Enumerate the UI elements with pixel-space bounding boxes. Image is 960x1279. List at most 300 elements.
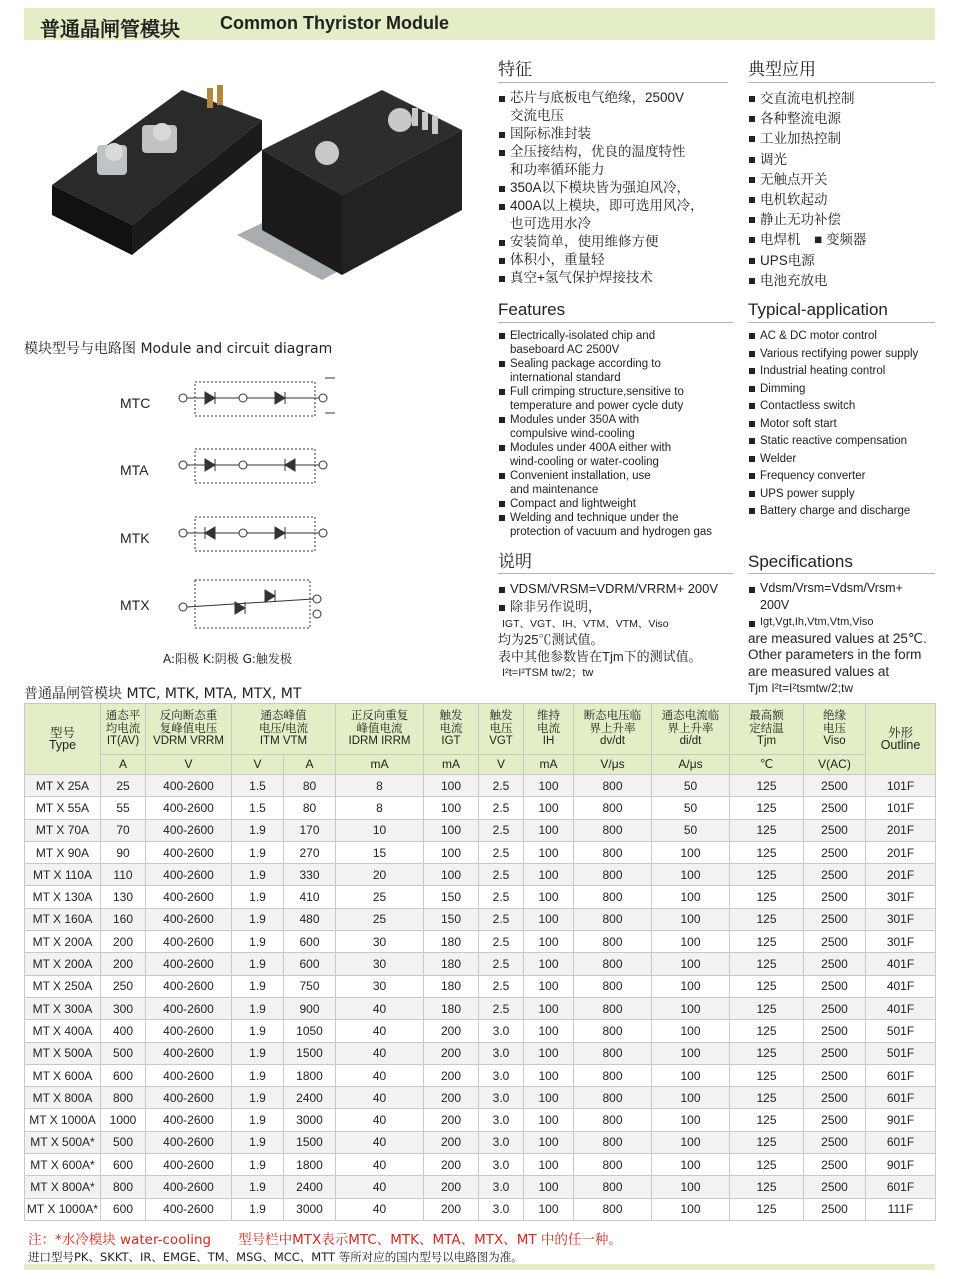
table-cell: 901F <box>866 1154 936 1176</box>
table-cell: 200 <box>424 1131 479 1153</box>
table-cell: 2.5 <box>479 775 524 797</box>
notes-en-list <box>748 580 935 631</box>
unit-cell: A <box>284 755 336 775</box>
table-cell: 100 <box>652 1109 730 1131</box>
table-cell: 300 <box>101 997 146 1019</box>
table-cell: 100 <box>424 797 479 819</box>
table-cell: 600 <box>101 1198 146 1220</box>
table-cell: 3.0 <box>479 1064 524 1086</box>
table-cell: 2500 <box>804 1020 866 1042</box>
table-cell: 3000 <box>284 1198 336 1220</box>
table-cell: 100 <box>524 886 574 908</box>
footnote-water-cooling: 注：*水冷模块 water-cooling 型号栏中MTX表示MTC、MTK、MTA、MTX、MT 中的任一种。 <box>28 1232 622 1248</box>
table-cell: 800 <box>574 797 652 819</box>
table-cell: 100 <box>524 931 574 953</box>
table-cell: 100 <box>524 1020 574 1042</box>
table-cell: 800 <box>574 908 652 930</box>
bottom-band <box>24 1264 935 1270</box>
table-cell: 125 <box>730 775 804 797</box>
type-cell: MT X 600A <box>25 1064 101 1086</box>
notes-en-title: Specifications <box>748 554 935 574</box>
table-cell: 2500 <box>804 841 866 863</box>
list-item: 工业加热控制 <box>748 129 935 149</box>
table-cell: 2.5 <box>479 841 524 863</box>
col-header-type: 型号 Type <box>25 704 101 775</box>
table-cell: 601F <box>866 1131 936 1153</box>
table-cell: 800 <box>574 1087 652 1109</box>
table-cell: 30 <box>336 975 424 997</box>
table-cell: 50 <box>652 819 730 841</box>
table-cell: 170 <box>284 819 336 841</box>
table-cell: 10 <box>336 819 424 841</box>
table-cell: 800 <box>574 1109 652 1131</box>
features-zh-section <box>498 55 728 287</box>
unit-cell: mA <box>424 755 479 775</box>
table-cell: 1.9 <box>232 953 284 975</box>
page-title-en: Common Thyristor Module <box>220 13 449 33</box>
type-cell: MT X 25A <box>25 775 101 797</box>
table-cell: 800 <box>574 775 652 797</box>
table-cell: 2500 <box>804 931 866 953</box>
table-cell: 80 <box>284 775 336 797</box>
table-cell: 100 <box>524 975 574 997</box>
table-cell: 800 <box>574 1198 652 1220</box>
col-header: 触发 电压 VGT <box>479 704 524 755</box>
table-cell: 40 <box>336 1042 424 1064</box>
table-cell: 1000 <box>101 1109 146 1131</box>
type-cell: MT X 500A <box>25 1042 101 1064</box>
table-cell: 400-2600 <box>146 886 232 908</box>
table-cell: 125 <box>730 841 804 863</box>
list-item: VDSM/VRSM=VDRM/VRRM+ 200V <box>498 580 733 598</box>
table-cell: 3.0 <box>479 1154 524 1176</box>
table-cell: 125 <box>730 953 804 975</box>
table-cell: 400-2600 <box>146 1109 232 1131</box>
table-cell: 200 <box>424 1064 479 1086</box>
col-header: 绝缘 电压 Viso <box>804 704 866 755</box>
table-cell: 400-2600 <box>146 1042 232 1064</box>
table-cell: 1.9 <box>232 1131 284 1153</box>
table-cell: 2500 <box>804 1176 866 1198</box>
table-cell: 125 <box>730 975 804 997</box>
table-cell: 2.5 <box>479 864 524 886</box>
table-cell: 901F <box>866 1109 936 1131</box>
list-item: Industrial heating control <box>748 364 935 378</box>
table-cell: 401F <box>866 997 936 1019</box>
applications-zh-title: 典型应用 <box>748 55 935 83</box>
notes-zh-section <box>498 554 733 682</box>
type-cell: MT X 160A <box>25 908 101 930</box>
table-cell: 100 <box>424 775 479 797</box>
table-cell: 40 <box>336 997 424 1019</box>
table-cell: 125 <box>730 1176 804 1198</box>
table-cell: 180 <box>424 975 479 997</box>
table-cell: 55 <box>101 797 146 819</box>
table-cell: 400-2600 <box>146 953 232 975</box>
table-cell: 125 <box>730 1198 804 1220</box>
table-cell: 125 <box>730 819 804 841</box>
list-item: 安装简单，使用维修方便 <box>498 233 728 251</box>
list-item: 电焊机 ■ 变频器 <box>748 230 935 250</box>
table-cell: 400-2600 <box>146 841 232 863</box>
table-cell: 800 <box>574 997 652 1019</box>
table-cell: 3000 <box>284 1109 336 1131</box>
table-cell: 400-2600 <box>146 975 232 997</box>
table-row <box>25 997 936 1019</box>
table-cell: 100 <box>652 931 730 953</box>
table-cell: 100 <box>652 1087 730 1109</box>
list-item: 350A以下模块皆为强迫风冷， <box>498 179 728 197</box>
table-row <box>25 819 936 841</box>
mta-circuit-diagram <box>175 435 350 505</box>
table-cell: 501F <box>866 1020 936 1042</box>
table-row <box>25 1087 936 1109</box>
table-row <box>25 797 936 819</box>
list-item: Welder <box>748 452 935 466</box>
table-cell: 100 <box>652 864 730 886</box>
table-cell: 800 <box>574 841 652 863</box>
table-cell: 1.9 <box>232 864 284 886</box>
table-cell: 2500 <box>804 775 866 797</box>
note-line: I²t=I²TSM tw/2；tw <box>502 667 594 679</box>
type-cell: MT X 800A* <box>25 1176 101 1198</box>
table-cell: 1.5 <box>232 797 284 819</box>
col-header: 通态平 均电流 IT(AV) <box>101 704 146 755</box>
table-cell: 800 <box>574 975 652 997</box>
table-cell: 400-2600 <box>146 1176 232 1198</box>
table-cell: 40 <box>336 1087 424 1109</box>
table-cell: 330 <box>284 864 336 886</box>
unit-cell: V <box>146 755 232 775</box>
table-cell: 100 <box>524 775 574 797</box>
table-cell: 800 <box>101 1087 146 1109</box>
features-en-section <box>498 300 733 539</box>
table-cell: 1.9 <box>232 1176 284 1198</box>
table-cell: 600 <box>284 953 336 975</box>
table-cell: 2.5 <box>479 931 524 953</box>
table-cell: 1800 <box>284 1064 336 1086</box>
table-cell: 100 <box>524 1087 574 1109</box>
table-cell: 70 <box>101 819 146 841</box>
table-cell: 400-2600 <box>146 797 232 819</box>
features-zh-list <box>498 89 728 287</box>
table-cell: 2500 <box>804 1154 866 1176</box>
table-cell: 1.9 <box>232 931 284 953</box>
table-cell: 100 <box>652 1176 730 1198</box>
type-cell: MT X 400A <box>25 1020 101 1042</box>
table-cell: 100 <box>524 1154 574 1176</box>
table-cell: 2400 <box>284 1087 336 1109</box>
table-cell: 501F <box>866 1042 936 1064</box>
table-cell: 100 <box>424 819 479 841</box>
table-cell: 20 <box>336 864 424 886</box>
table-cell: 3.0 <box>479 1087 524 1109</box>
table-cell: 100 <box>652 1131 730 1153</box>
note-line: are measured values at <box>748 663 890 679</box>
table-cell: 1500 <box>284 1131 336 1153</box>
list-item: Static reactive compensation <box>748 434 935 448</box>
note-line: IGT、VGT、IH、VTM、VTM、Viso <box>502 617 669 630</box>
col-header-outline: 外形 Outline <box>866 704 936 775</box>
table-cell: 2500 <box>804 1109 866 1131</box>
table-cell: 25 <box>336 908 424 930</box>
table-cell: 1.9 <box>232 1064 284 1086</box>
table-cell: 100 <box>524 1042 574 1064</box>
table-cell: 1.9 <box>232 1198 284 1220</box>
table-cell: 3.0 <box>479 1042 524 1064</box>
table-cell: 100 <box>524 841 574 863</box>
table-cell: 2500 <box>804 886 866 908</box>
table-cell: 500 <box>101 1131 146 1153</box>
table-cell: 900 <box>284 997 336 1019</box>
unit-cell: V <box>479 755 524 775</box>
table-cell: 150 <box>424 886 479 908</box>
table-cell: 1.9 <box>232 1087 284 1109</box>
table-cell: 2.5 <box>479 997 524 1019</box>
table-cell: 401F <box>866 953 936 975</box>
table-cell: 200 <box>101 953 146 975</box>
table-cell: 40 <box>336 1064 424 1086</box>
table-cell: 201F <box>866 819 936 841</box>
table-cell: 1.9 <box>232 886 284 908</box>
table-cell: 2500 <box>804 975 866 997</box>
table-cell: 150 <box>424 908 479 930</box>
mtk-circuit-diagram <box>175 503 350 573</box>
type-cell: MT X 300A <box>25 997 101 1019</box>
col-header: 最高额 定结温 Tjm <box>730 704 804 755</box>
table-cell: 100 <box>524 1131 574 1153</box>
unit-cell: A/μs <box>652 755 730 775</box>
list-item: Full crimping structure,sensitive to temperature and power cycle duty <box>498 385 733 413</box>
table-row <box>25 1109 936 1131</box>
table-cell: 40 <box>336 1020 424 1042</box>
table-row <box>25 908 936 930</box>
table-cell: 15 <box>336 841 424 863</box>
mtx-circuit-diagram <box>175 572 350 642</box>
applications-zh-section <box>748 55 935 291</box>
note-line: 均为25℃测试值。 <box>498 632 604 647</box>
table-cell: 800 <box>574 1176 652 1198</box>
col-header: 正反向重复 峰值电流 IDRM IRRM <box>336 704 424 755</box>
table-cell: 90 <box>101 841 146 863</box>
note-line: Other parameters in the form <box>748 647 922 662</box>
spec-table <box>24 703 936 1221</box>
features-en-title: Features <box>498 300 733 323</box>
table-cell: 2500 <box>804 953 866 975</box>
list-item: Modules under 350A with compulsive wind-cooling <box>498 413 733 441</box>
table-cell: 100 <box>424 864 479 886</box>
table-cell: 200 <box>424 1198 479 1220</box>
unit-cell: mA <box>524 755 574 775</box>
table-cell: 601F <box>866 1176 936 1198</box>
table-row <box>25 864 936 886</box>
table-cell: 600 <box>284 931 336 953</box>
table-cell: 800 <box>574 1042 652 1064</box>
unit-cell: V/μs <box>574 755 652 775</box>
list-item: 除非另作说明， <box>498 598 733 616</box>
table-cell: 100 <box>524 797 574 819</box>
type-cell: MT X 200A <box>25 931 101 953</box>
table-cell: 2500 <box>804 908 866 930</box>
table-cell: 1500 <box>284 1042 336 1064</box>
list-item: AC & DC motor control <box>748 329 935 343</box>
table-cell: 160 <box>101 908 146 930</box>
table-cell: 201F <box>866 864 936 886</box>
header-band <box>24 8 935 40</box>
table-cell: 30 <box>336 953 424 975</box>
table-cell: 800 <box>574 1131 652 1153</box>
table-cell: 800 <box>574 864 652 886</box>
table-cell: 8 <box>336 797 424 819</box>
list-item: 体积小，重量轻 <box>498 251 728 269</box>
table-cell: 401F <box>866 975 936 997</box>
table-cell: 125 <box>730 1087 804 1109</box>
table-cell: 200 <box>424 1042 479 1064</box>
type-cell: MT X 600A* <box>25 1154 101 1176</box>
table-cell: 100 <box>652 1020 730 1042</box>
table-cell: 3.0 <box>479 1020 524 1042</box>
table-cell: 1.9 <box>232 1109 284 1131</box>
table-cell: 301F <box>866 908 936 930</box>
table-cell: 2500 <box>804 864 866 886</box>
col-header: 通态峰值 电压/电流 ITM VTM <box>232 704 336 755</box>
list-item: Dimming <box>748 382 935 396</box>
note-line: are measured values at 25℃. <box>748 630 927 646</box>
table-cell: 125 <box>730 908 804 930</box>
table-cell: 601F <box>866 1064 936 1086</box>
table-cell: 2.5 <box>479 886 524 908</box>
applications-en-list <box>748 329 935 518</box>
table-cell: 200 <box>424 1109 479 1131</box>
list-item: 电池充放电 <box>748 271 935 291</box>
list-item: Sealing package according to international standard <box>498 357 733 385</box>
table-cell: 100 <box>652 1042 730 1064</box>
list-item: 调光 <box>748 150 935 170</box>
table-cell: 1050 <box>284 1020 336 1042</box>
table-cell: 100 <box>652 975 730 997</box>
table-cell: 400-2600 <box>146 1064 232 1086</box>
table-cell: 180 <box>424 997 479 1019</box>
table-cell: 200 <box>424 1176 479 1198</box>
table-cell: 400-2600 <box>146 775 232 797</box>
notes-zh-title: 说明 <box>498 554 733 574</box>
list-item: 电机软起动 <box>748 190 935 210</box>
table-cell: 750 <box>284 975 336 997</box>
type-cell: MT X 130A <box>25 886 101 908</box>
table-row <box>25 1198 936 1220</box>
notes-en-section <box>748 554 935 697</box>
table-cell: 101F <box>866 797 936 819</box>
table-cell: 1.9 <box>232 997 284 1019</box>
table-cell: 180 <box>424 953 479 975</box>
list-item: Vdsm/Vrsm=Vdsm/Vrsm+ 200V <box>748 580 935 614</box>
table-cell: 50 <box>652 775 730 797</box>
table-cell: 400-2600 <box>146 864 232 886</box>
table-cell: 25 <box>101 775 146 797</box>
table-cell: 3.0 <box>479 1131 524 1153</box>
table-cell: 400-2600 <box>146 1131 232 1153</box>
table-cell: 100 <box>652 997 730 1019</box>
table-row <box>25 886 936 908</box>
table-cell: 2.5 <box>479 797 524 819</box>
list-item: UPS电源 <box>748 251 935 271</box>
table-cell: 1.9 <box>232 841 284 863</box>
table-cell: 301F <box>866 886 936 908</box>
table-row <box>25 775 936 797</box>
table-cell: 100 <box>424 841 479 863</box>
type-cell: MT X 1000A* <box>25 1198 101 1220</box>
table-cell: 2500 <box>804 1064 866 1086</box>
applications-zh-list <box>748 89 935 291</box>
list-item: Various rectifying power supply <box>748 347 935 361</box>
table-cell: 201F <box>866 841 936 863</box>
list-item: 静止无功补偿 <box>748 210 935 230</box>
table-cell: 1.5 <box>232 775 284 797</box>
table-cell: 2500 <box>804 797 866 819</box>
table-cell: 800 <box>101 1176 146 1198</box>
table-cell: 800 <box>574 931 652 953</box>
list-item: Electrically-isolated chip and baseboard AC 2500V <box>498 329 733 357</box>
table-row <box>25 1064 936 1086</box>
table-cell: 1.9 <box>232 819 284 841</box>
table-cell: 125 <box>730 1131 804 1153</box>
table-cell: 2.5 <box>479 819 524 841</box>
list-item: Convenient installation, use and maintenance <box>498 469 733 497</box>
table-cell: 125 <box>730 864 804 886</box>
table-cell: 800 <box>574 886 652 908</box>
list-item: 无触点开关 <box>748 170 935 190</box>
table-cell: 200 <box>424 1087 479 1109</box>
table-row <box>25 1020 936 1042</box>
page-title-zh: 普通晶闸管模块 <box>40 17 180 41</box>
table-cell: 110 <box>101 864 146 886</box>
features-en-list <box>498 329 733 539</box>
type-cell: MT X 200A <box>25 953 101 975</box>
table-cell: 101F <box>866 775 936 797</box>
list-item: 国际标准封装 <box>498 125 728 143</box>
type-cell: MT X 110A <box>25 864 101 886</box>
table-cell: 100 <box>524 997 574 1019</box>
table-cell: 600 <box>101 1064 146 1086</box>
table-cell: 800 <box>574 953 652 975</box>
diagram-legend: A:阳极 K:阴极 G:触发极 <box>163 652 292 666</box>
table-title: 普通晶闸管模块 MTC, MTK, MTA, MTX, MT <box>24 686 302 702</box>
type-cell: MT X 1000A <box>25 1109 101 1131</box>
table-cell: 601F <box>866 1087 936 1109</box>
product-photo <box>22 50 477 320</box>
table-cell: 125 <box>730 1020 804 1042</box>
table-cell: 2.5 <box>479 953 524 975</box>
table-cell: 400 <box>101 1020 146 1042</box>
table-cell: 2.5 <box>479 975 524 997</box>
table-cell: 400-2600 <box>146 931 232 953</box>
table-cell: 100 <box>652 908 730 930</box>
table-cell: 800 <box>574 819 652 841</box>
table-cell: 200 <box>424 1154 479 1176</box>
type-cell: MT X 70A <box>25 819 101 841</box>
list-item: 400A以上模块，即可选用风冷， 也可选用水冷 <box>498 197 728 233</box>
table-cell: 2500 <box>804 819 866 841</box>
table-cell: 2400 <box>284 1176 336 1198</box>
label-mtx: MTX <box>120 597 150 613</box>
table-cell: 100 <box>652 886 730 908</box>
list-item: Igt,Vgt,Ih,Vtm,Vtm,Viso <box>748 614 935 631</box>
table-cell: 1.9 <box>232 975 284 997</box>
applications-en-title: Typical-application <box>748 300 935 323</box>
table-row <box>25 841 936 863</box>
table-cell: 100 <box>524 864 574 886</box>
list-item: 交直流电机控制 <box>748 89 935 109</box>
